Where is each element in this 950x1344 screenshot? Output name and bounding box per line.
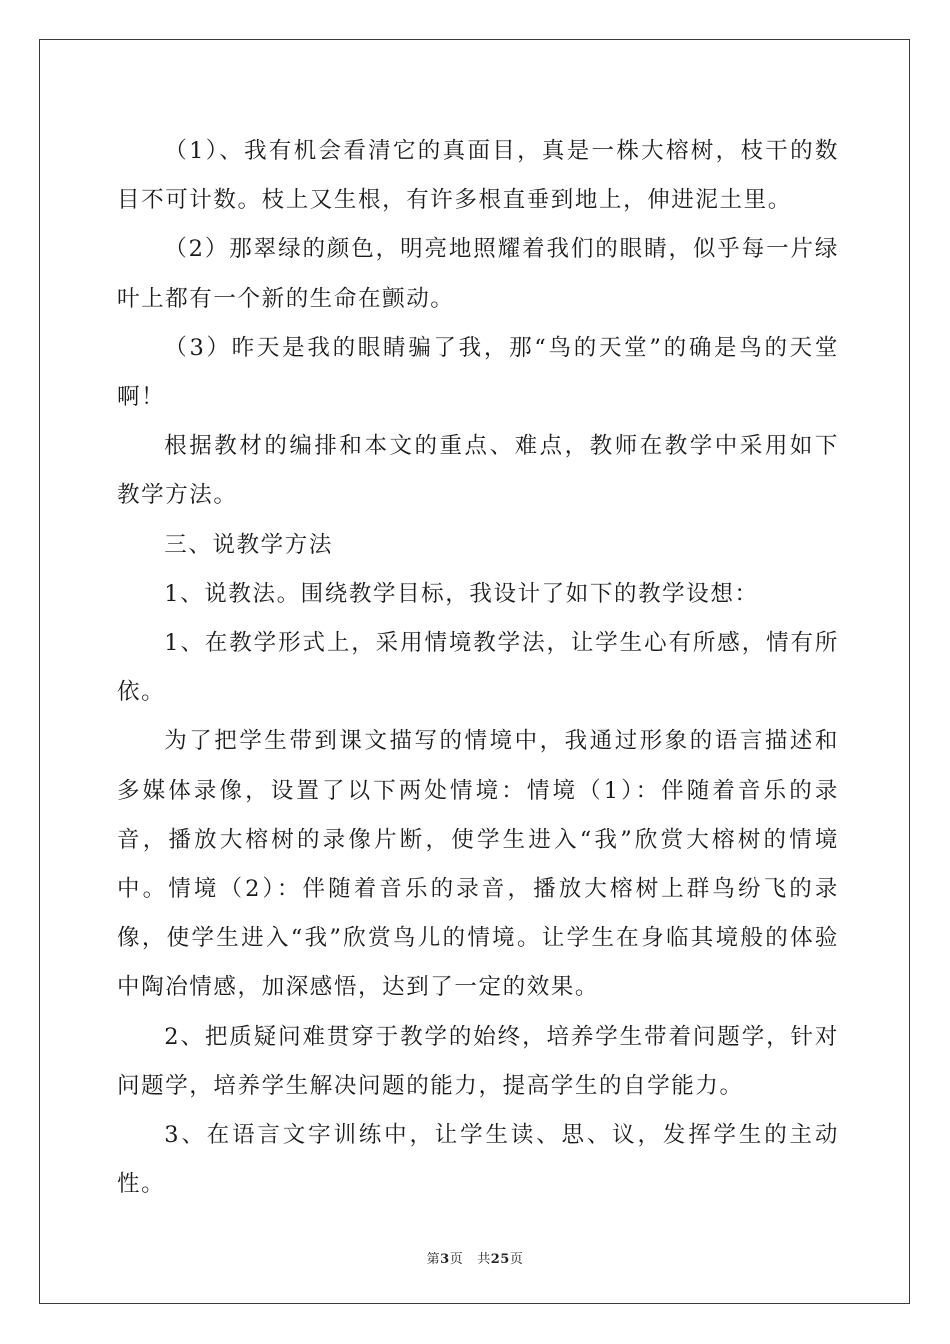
total-prefix: 共 [477,1252,491,1267]
page-suffix: 页 [449,1252,464,1267]
paragraph-8: 为了把学生带到课文描写的情境中，我通过形象的语言描述和多媒体录像，设置了以下两处情境：情境（1）：伴随着音乐的录音，播放大榕树的录像片断，使学生进入“我”欣赏大榕树的情境中。情境（2）：伴随着音乐的录音，播放大榕树上群鸟纷飞的录像，使学生进入“我”欣赏鸟儿的情境。让学生在身临其境般的体验中陶冶情感，加深感悟，达到了一定的效果。 [117,728,839,1001]
paragraph-1: （1）、我有机会看清它的真面目，真是一株大榕树，枝干的数目不可计数。枝上又生根，有许多根直垂到地上，伸进泥土里。 [117,138,839,214]
page-prefix: 第 [426,1252,441,1267]
page-footer [0,1248,950,1267]
paragraph-4: 根据教材的编排和本文的重点、难点，教师在教学中采用如下教学方法。 [117,433,839,509]
document-body [117,127,839,1209]
section-heading: 三、说教学方法 [164,531,333,558]
total-pages: 25 [490,1252,510,1267]
page-number: 3 [440,1252,450,1267]
paragraph-3: （3）昨天是我的眼睛骗了我，那“鸟的天堂”的确是鸟的天堂啊！ [117,334,839,411]
paragraph-9: 2、把质疑问难贯穿于教学的始终，培养学生带着问题学，针对问题学，培养学生解决问题的能力，提高学生的自学能力。 [117,1023,839,1099]
paragraph-2: （2）那翠绿的颜色，明亮地照耀着我们的眼睛，似乎每一片绿叶上都有一个新的生命在颤动。 [117,236,839,312]
paragraph-7: 1、在教学形式上，采用情境教学法，让学生心有所感，情有所依。 [117,630,839,706]
paragraph-6: 1、说教法。围绕教学目标，我设计了如下的教学设想： [164,580,759,607]
total-suffix: 页 [509,1252,524,1267]
paragraph-10: 3、在语言文字训练中，让学生读、思、议，发挥学生的主动性。 [117,1122,839,1198]
